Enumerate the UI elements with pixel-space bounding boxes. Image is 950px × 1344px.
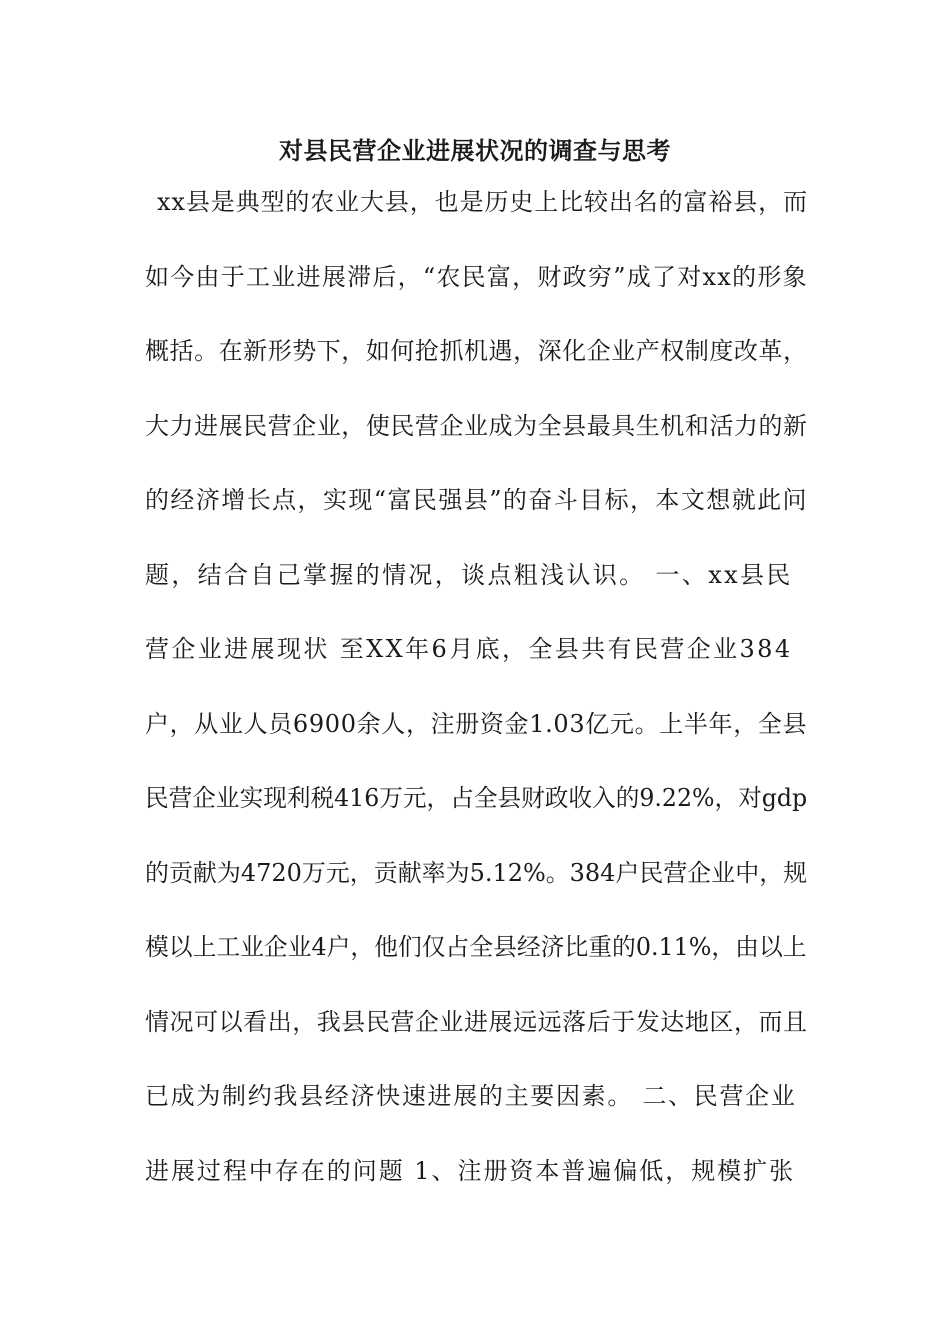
document-title: 对县民营企业进展状况的调查与思考 [279, 136, 671, 165]
paragraph-line: 模以上工业企业4户，他们仅占全县经济比重的0.11%，由以上 [145, 933, 807, 961]
paragraph-line: 概括。在新形势下，如何抢抓机遇，深化企业产权制度改革， [145, 337, 808, 365]
paragraph-line: 进展过程中存在的问题 1、注册资本普遍偏低，规模扩张 [145, 1156, 796, 1185]
paragraph-line: 情况可以看出，我县民营企业进展远远落后于发达地区，而且 [145, 1007, 808, 1036]
paragraph-line: xx县是典型的农业大县，也是历史上比较出名的富裕县，而 [157, 188, 808, 216]
paragraph-line: 如今由于工业进展滞后，“农民富，财政穷”成了对xx的形象 [145, 262, 808, 291]
paragraph-line: 营企业进展现状 至XX年6月底，全县共有民营企业384 [145, 635, 793, 663]
document-body [145, 182, 807, 1225]
paragraph-line: 的贡献为4720万元，贡献率为5.12%。384户民营企业中，规 [145, 858, 808, 887]
paragraph-line: 户，从业人员6900余人，注册资金1.03亿元。上半年，全县 [145, 709, 808, 738]
paragraph-line: 大力进展民营企业，使民营企业成为全县最具生机和活力的新 [145, 411, 808, 440]
paragraph-line: 民营企业实现利税416万元，占全县财政收入的9.22%，对gdp [145, 784, 808, 812]
paragraph-line: 的经济增长点，实现“富民强县”的奋斗目标，本文想就此问 [145, 486, 808, 514]
paragraph-line: 题，结合自己掌握的情况，谈点粗浅认识。 一、xx县民 [145, 560, 793, 589]
paragraph-line: 已成为制约我县经济快速进展的主要因素。 二、民营企业 [145, 1082, 797, 1110]
